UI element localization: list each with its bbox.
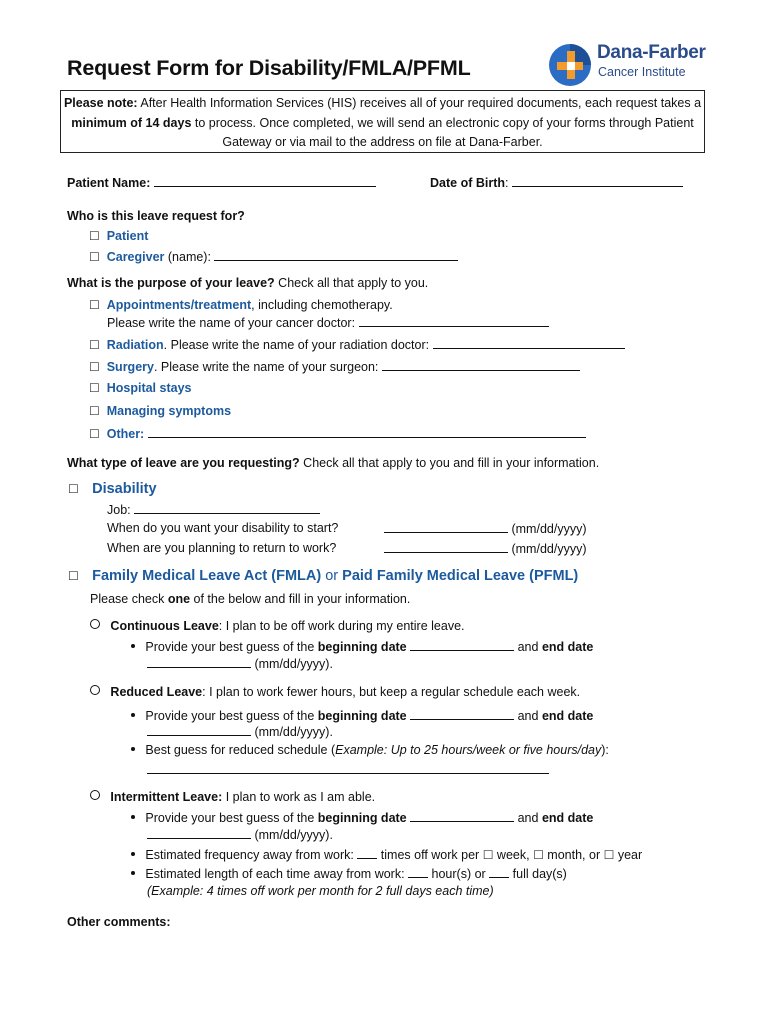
note-text1: After Health Information Services (HIS) receives all of your required documents, each request takes a — [137, 96, 702, 110]
checkbox-icon[interactable]: ☐ — [68, 569, 79, 583]
schedule-text: Best guess for reduced schedule ( — [145, 743, 336, 757]
job-field[interactable] — [134, 502, 320, 514]
checkbox-icon[interactable]: ☐ — [89, 360, 100, 374]
intermittent-example: (Example: 4 times off work per month for 2 full days each time) — [147, 884, 494, 898]
who-caregiver-option — [89, 249, 458, 264]
hours-label: hour(s) or — [428, 867, 490, 881]
intermittent-end-field[interactable] — [147, 827, 251, 839]
bullet-icon — [131, 713, 135, 717]
reduced-end-row — [147, 724, 333, 739]
cancer-doctor-row — [107, 315, 549, 330]
continuous-end-row — [147, 656, 333, 671]
who-question: Who is this leave request for? — [67, 209, 245, 223]
patient-name-field[interactable] — [154, 175, 376, 187]
checkbox-icon[interactable]: ☐ — [89, 404, 100, 418]
checkbox-icon[interactable]: ☐ — [482, 848, 494, 862]
purpose-question-row — [67, 276, 428, 290]
fmla-instr2: of the below and fill in your information. — [190, 592, 411, 606]
month-label: month, or — [543, 848, 604, 862]
fmla-instructions — [90, 592, 410, 606]
job-row — [107, 502, 320, 517]
reduced-label: Reduced Leave — [110, 685, 203, 699]
note-box — [60, 90, 705, 153]
dob-field[interactable] — [512, 175, 683, 187]
note-label: Please note: — [63, 96, 138, 110]
dates-and: and — [514, 640, 542, 654]
radio-circle-icon[interactable] — [90, 685, 100, 695]
reduced-begin-field[interactable] — [410, 708, 514, 720]
radiation-doctor-field[interactable] — [433, 337, 625, 349]
who-patient-option — [89, 229, 148, 243]
logo-line2: Cancer Institute — [598, 65, 686, 79]
radiation-label: Radiation — [106, 338, 164, 352]
fmla-instr-bold: one — [167, 592, 191, 606]
page-title: Request Form for Disability/FMLA/PFML — [67, 56, 471, 80]
reduced-schedule-field[interactable] — [147, 773, 549, 774]
dates-provide: Provide your best guess of the — [145, 709, 318, 723]
bullet-icon — [131, 747, 135, 751]
dates-and: and — [514, 709, 542, 723]
who-caregiver-label: Caregiver — [106, 250, 165, 264]
purpose-other — [89, 426, 586, 441]
intermittent-begin-field[interactable] — [410, 810, 514, 822]
job-label: Job: — [107, 503, 131, 517]
dates-and: and — [514, 811, 542, 825]
disability-return-field-row — [384, 541, 586, 556]
date-format: (mm/dd/yyyy) — [511, 522, 587, 536]
note-text2: to process. Once completed, we will send an electronic copy of your forms through Patient Gateway or via mail to the address on file at Dana-Farber. — [191, 115, 694, 149]
purpose-question: What is the purpose of your leave? — [67, 276, 275, 290]
checkbox-icon[interactable]: ☐ — [89, 338, 100, 352]
dob-colon: : — [505, 176, 509, 190]
intermittent-end-row — [147, 827, 333, 842]
symptoms-label: Managing symptoms — [106, 404, 232, 418]
caregiver-suffix: (name): — [164, 250, 211, 264]
dates-begin: beginning date — [317, 811, 407, 825]
checkbox-icon[interactable]: ☐ — [533, 848, 544, 862]
purpose-surgery — [89, 359, 580, 374]
intermittent-text: I plan to work as I am able. — [222, 790, 376, 804]
continuous-text: : I plan to be off work during my entire leave. — [218, 619, 465, 633]
dates-format: (mm/dd/yyyy). — [251, 725, 333, 739]
purpose-appointments — [89, 298, 393, 312]
radio-circle-icon[interactable] — [90, 619, 100, 629]
continuous-dates — [131, 639, 593, 654]
dates-provide: Provide your best guess of the — [145, 811, 318, 825]
who-patient-label: Patient — [106, 229, 149, 243]
fmla-instr1: Please check — [90, 592, 168, 606]
surgery-label: Surgery — [106, 360, 154, 374]
fmla-heading: Family Medical Leave Act (FMLA) — [92, 568, 322, 584]
reduced-end-field[interactable] — [147, 724, 251, 736]
patient-name-label: Patient Name: — [67, 176, 151, 190]
reduced-dates — [131, 708, 593, 723]
surgery-suffix: . Please write the name of your surgeon: — [153, 360, 379, 374]
year-label: year — [614, 848, 643, 862]
frequency-field[interactable] — [357, 847, 377, 859]
dates-format: (mm/dd/yyyy). — [251, 657, 333, 671]
checkbox-icon[interactable]: ☐ — [89, 250, 100, 264]
dob-row — [430, 175, 683, 190]
checkbox-icon[interactable]: ☐ — [89, 298, 100, 312]
cancer-doctor-field[interactable] — [359, 315, 549, 327]
other-field[interactable] — [148, 426, 586, 438]
continuous-begin-field[interactable] — [410, 639, 514, 651]
fmla-heading-row — [68, 567, 578, 585]
dates-format: (mm/dd/yyyy). — [251, 828, 333, 842]
intermittent-dates — [131, 810, 593, 825]
fmla-or: or — [321, 568, 343, 584]
logo-line1: Dana-Farber — [597, 42, 706, 63]
appointments-label: Appointments/treatment — [106, 298, 252, 312]
schedule-end: ): — [601, 743, 609, 757]
bullet-icon — [131, 815, 135, 819]
length-row — [131, 866, 567, 881]
disability-return-field[interactable] — [384, 541, 508, 553]
note-bold: minimum of 14 days — [71, 115, 192, 130]
reduced-text: : I plan to work fewer hours, but keep a regular schedule each week. — [202, 685, 581, 699]
intermittent-option — [90, 790, 375, 804]
date-format: (mm/dd/yyyy) — [511, 542, 587, 556]
pfml-heading: Paid Family Medical Leave (PFML) — [342, 568, 579, 584]
checkbox-icon[interactable]: ☐ — [89, 427, 100, 441]
days-field[interactable] — [489, 866, 509, 878]
disability-return-label: When are you planning to return to work? — [107, 541, 337, 555]
checkbox-icon[interactable]: ☐ — [89, 229, 100, 243]
frequency-row — [131, 847, 642, 862]
freq-label: Estimated frequency away from work: — [145, 848, 354, 862]
comments-label: Other comments: — [67, 915, 171, 929]
dates-end: end date — [541, 709, 594, 723]
dates-end: end date — [541, 640, 594, 654]
radiation-suffix: . Please write the name of your radiation doctor: — [163, 338, 430, 352]
purpose-symptoms — [89, 404, 231, 418]
reduced-schedule — [131, 743, 609, 757]
type-question: What type of leave are you requesting? — [67, 456, 300, 470]
caregiver-name-field[interactable] — [214, 249, 458, 261]
disability-start-label: When do you want your disability to start? — [107, 521, 339, 535]
reduced-option — [90, 685, 580, 699]
bullet-icon — [131, 644, 135, 648]
purpose-hospital — [89, 381, 191, 395]
intermittent-label: Intermittent Leave: — [110, 790, 223, 804]
week-label: week, — [493, 848, 534, 862]
radio-circle-icon[interactable] — [90, 790, 100, 800]
checkbox-icon[interactable]: ☐ — [603, 848, 615, 862]
continuous-end-field[interactable] — [147, 656, 251, 668]
disability-start-field-row — [384, 521, 586, 536]
hospital-label: Hospital stays — [106, 381, 192, 395]
continuous-label: Continuous Leave — [110, 619, 219, 633]
dates-begin: beginning date — [317, 709, 407, 723]
purpose-radiation — [89, 337, 625, 352]
days-label: full day(s) — [509, 867, 567, 881]
patient-name-row — [67, 175, 376, 190]
checkbox-icon[interactable]: ☐ — [89, 381, 100, 395]
dates-begin: beginning date — [317, 640, 407, 654]
disability-heading: Disability — [92, 481, 157, 497]
length-label: Estimated length of each time away from work: — [145, 867, 405, 881]
cancer-doctor-label: Please write the name of your cancer doctor: — [107, 316, 356, 330]
schedule-example: Example: Up to 25 hours/week or five hours/day — [335, 743, 602, 757]
other-label: Other: — [106, 427, 145, 441]
surgeon-field[interactable] — [382, 359, 580, 371]
dana-farber-logo-icon — [548, 43, 592, 87]
type-question-row — [67, 456, 599, 470]
freq-text: times off work per — [377, 848, 483, 862]
bullet-icon — [131, 871, 135, 875]
appointments-suffix: , including chemotherapy. — [251, 298, 393, 312]
bullet-icon — [131, 852, 135, 856]
dob-label: Date of Birth — [430, 176, 505, 190]
disability-start-field[interactable] — [384, 521, 508, 533]
type-hint: Check all that apply to you and fill in your information. — [299, 456, 600, 470]
dates-provide: Provide your best guess of the — [145, 640, 318, 654]
disability-heading-row — [68, 480, 157, 498]
dates-end: end date — [541, 811, 594, 825]
purpose-hint: Check all that apply to you. — [274, 276, 429, 290]
continuous-option — [90, 619, 465, 633]
checkbox-icon[interactable]: ☐ — [68, 482, 79, 496]
hours-field[interactable] — [408, 866, 428, 878]
